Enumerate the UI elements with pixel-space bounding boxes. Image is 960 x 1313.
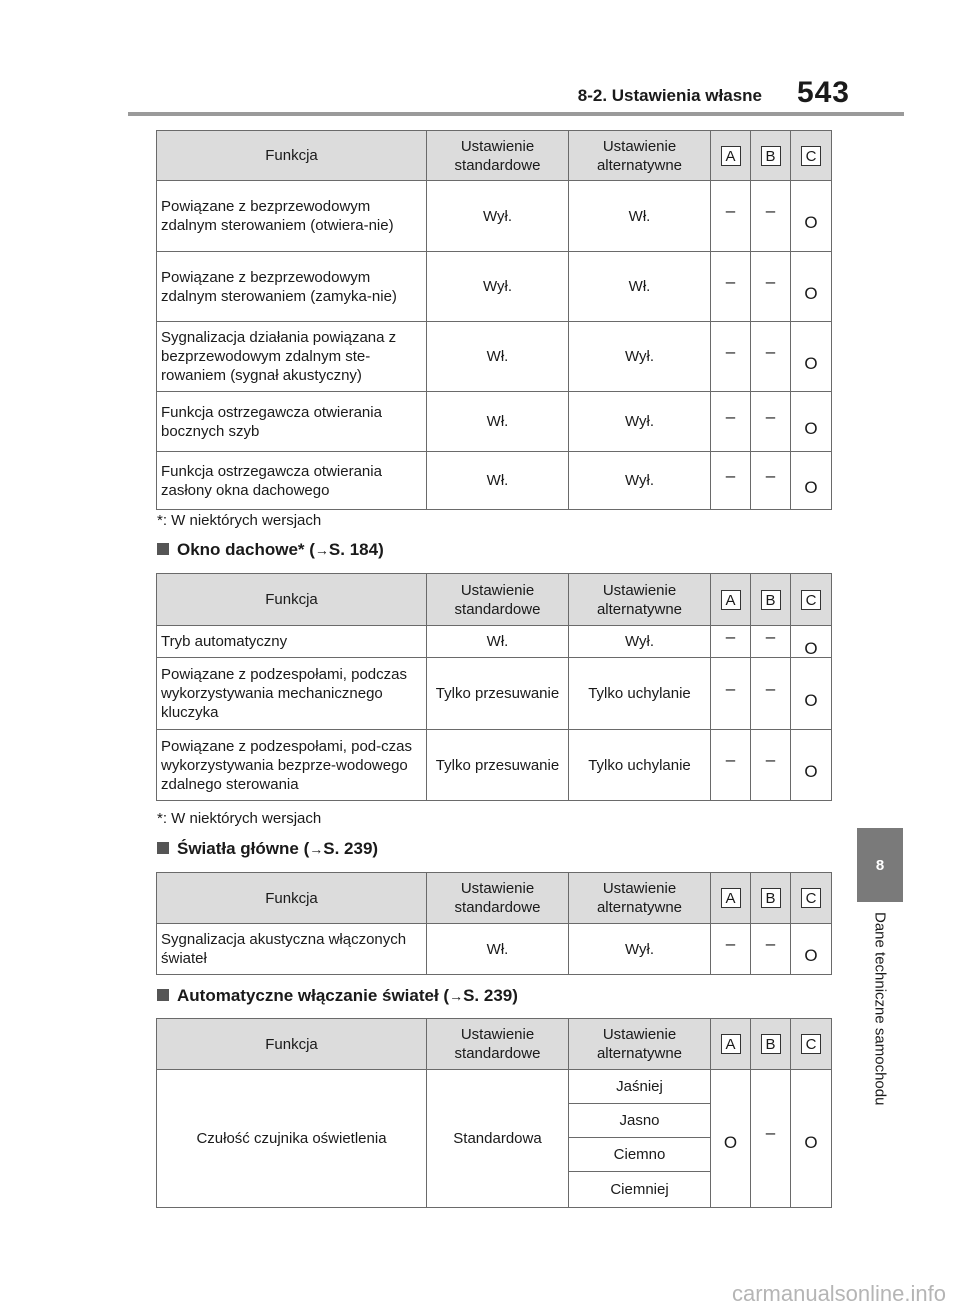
cell-c [791, 730, 832, 801]
table-row [157, 730, 832, 801]
cell-function: Czułość czujnika oświetlenia [157, 1070, 427, 1208]
settings-table-3 [156, 872, 832, 975]
col-header-alternative: Ustawienie alternatywne [569, 574, 711, 626]
dash-b: – [765, 750, 776, 769]
dash-a: – [725, 271, 736, 291]
dash-a: – [725, 934, 736, 953]
col-header-a [711, 873, 751, 924]
dash-b: – [765, 465, 776, 485]
cell-alternative: Wł. [569, 252, 711, 322]
badge-b: B [761, 1034, 781, 1054]
cell-default: Wł. [427, 452, 569, 510]
dash-a: – [725, 750, 736, 769]
cell-c [791, 658, 832, 730]
section-heading-headlights [157, 839, 378, 859]
cell-b [751, 392, 791, 452]
circle-c: O [804, 638, 818, 658]
table-header-row [157, 574, 832, 626]
cell-a [711, 626, 751, 658]
cell-b [751, 658, 791, 730]
cell-function: Powiązane z podzespołami, pod-czas wykorzystywania bezprze-wodowego zdalnego sterowania [157, 730, 427, 801]
dash-a: – [725, 626, 736, 646]
cell-a [711, 924, 751, 975]
col-header-a [711, 574, 751, 626]
col-header-c [791, 131, 832, 181]
cell-c [791, 181, 832, 252]
section-page-ref: S. 184) [328, 540, 384, 559]
badge-b: B [761, 590, 781, 610]
table-row [157, 181, 832, 252]
cell-c [791, 392, 832, 452]
bullet-square-icon [157, 842, 169, 854]
col-header-default: Ustawienie standardowe [427, 574, 569, 626]
dash-b: – [765, 934, 776, 953]
cell-a [711, 392, 751, 452]
page-number: 543 [796, 76, 850, 109]
circle-c: O [804, 353, 818, 373]
col-header-a [711, 1019, 751, 1070]
cell-b [751, 452, 791, 510]
dash-b: – [765, 201, 776, 220]
circle-c: O [804, 946, 818, 965]
cell-b [751, 1070, 791, 1208]
section-heading-sunroof [157, 540, 384, 560]
col-header-c [791, 873, 832, 924]
col-header-default: Ustawienie standardowe [427, 1019, 569, 1070]
dash-b: – [765, 406, 776, 426]
dash-a: – [725, 406, 736, 426]
cell-alternative: Wył. [569, 924, 711, 975]
cell-function: Powiązane z bezprzewodowym zdalnym sterowaniem (otwiera-nie) [157, 181, 427, 252]
col-header-default: Ustawienie standardowe [427, 873, 569, 924]
table-header-row [157, 873, 832, 924]
col-header-default: Ustawienie standardowe [427, 131, 569, 181]
cell-default: Wł. [427, 322, 569, 392]
dash-b: – [765, 271, 776, 291]
col-header-c [791, 574, 832, 626]
badge-c: C [801, 146, 821, 166]
cell-function: Funkcja ostrzegawcza otwierania zasłony okna dachowego [157, 452, 427, 510]
arrow-right-icon: → [449, 988, 464, 1004]
cell-a [711, 1070, 751, 1208]
circle-a: O [723, 1132, 738, 1152]
cell-b [751, 252, 791, 322]
circle-c: O [804, 1132, 818, 1152]
cell-c [791, 1070, 832, 1208]
badge-a: A [721, 1034, 741, 1054]
table-row [157, 322, 832, 392]
table-row [157, 452, 832, 510]
badge-c: C [801, 888, 821, 908]
cell-c [791, 924, 832, 975]
col-header-b [751, 131, 791, 181]
cell-c [791, 322, 832, 392]
cell-b [751, 730, 791, 801]
table-row [157, 252, 832, 322]
badge-a: A [721, 146, 741, 166]
cell-alternative: Wył. [569, 626, 711, 658]
col-header-b [751, 1019, 791, 1070]
cell-alternative: Jasno [569, 1104, 711, 1138]
cell-a [711, 252, 751, 322]
table-header-row [157, 1019, 832, 1070]
cell-a [711, 181, 751, 252]
cell-alternative: Tylko uchylanie [569, 730, 711, 801]
section-title: 8-2. Ustawienia własne [577, 86, 762, 105]
dash-b: – [765, 678, 776, 698]
dash-b: – [765, 1122, 776, 1142]
cell-function: Powiązane z podzespołami, podczas wykorzystywania mechanicznego kluczyka [157, 658, 427, 730]
table-row [157, 924, 832, 975]
cell-c [791, 252, 832, 322]
cell-alternative: Tylko uchylanie [569, 658, 711, 730]
circle-c: O [804, 762, 818, 781]
circle-c: O [804, 418, 818, 438]
section-heading-text: Automatyczne włączanie świateł ( [177, 986, 450, 1005]
col-header-alternative: Ustawienie alternatywne [569, 131, 711, 181]
dash-a: – [725, 678, 736, 698]
cell-a [711, 658, 751, 730]
section-page-ref: S. 239) [463, 986, 518, 1005]
cell-function: Powiązane z bezprzewodowym zdalnym sterowaniem (zamyka-nie) [157, 252, 427, 322]
cell-alternative: Jaśniej [569, 1070, 711, 1104]
cell-b [751, 626, 791, 658]
circle-c: O [804, 213, 818, 232]
cell-c [791, 452, 832, 510]
table-row [157, 626, 832, 658]
chapter-tab [857, 828, 903, 902]
cell-c [791, 626, 832, 658]
cell-default: Wył. [427, 252, 569, 322]
cell-default: Tylko przesuwanie [427, 658, 569, 730]
chapter-title-vertical [850, 912, 910, 1152]
col-header-function: Funkcja [157, 1019, 427, 1070]
cell-default: Wł. [427, 924, 569, 975]
cell-a [711, 322, 751, 392]
col-header-function: Funkcja [157, 574, 427, 626]
settings-table-2 [156, 573, 832, 801]
cell-a [711, 730, 751, 801]
col-header-function: Funkcja [157, 873, 427, 924]
circle-c: O [804, 477, 818, 497]
badge-c: C [801, 1034, 821, 1054]
cell-function: Sygnalizacja akustyczna włączonych świateł [157, 924, 427, 975]
table-header-row [157, 131, 832, 181]
dash-b: – [765, 626, 776, 646]
cell-a [711, 452, 751, 510]
dash-a: – [725, 341, 736, 361]
cell-alternative: Ciemniej [569, 1172, 711, 1208]
section-heading-text: Okno dachowe* ( [177, 540, 315, 559]
arrow-right-icon: → [314, 542, 329, 558]
section-heading-text: Światła główne ( [177, 839, 310, 858]
badge-b: B [761, 146, 781, 166]
cell-default: Wł. [427, 626, 569, 658]
cell-b [751, 181, 791, 252]
cell-default: Wył. [427, 181, 569, 252]
cell-b [751, 322, 791, 392]
table-row [157, 1070, 832, 1104]
footnote: *: W niektórych wersjach [157, 512, 322, 529]
circle-c: O [804, 690, 818, 710]
cell-function: Tryb automatyczny [157, 626, 427, 658]
cell-function: Funkcja ostrzegawcza otwierania bocznych szyb [157, 392, 427, 452]
circle-c: O [804, 283, 818, 303]
cell-default: Standardowa [427, 1070, 569, 1208]
col-header-b [751, 574, 791, 626]
badge-a: A [721, 590, 741, 610]
cell-function: Sygnalizacja działania powiązana z bezprzewodowym zdalnym ste-rowaniem (sygnał akustyczny) [157, 322, 427, 392]
settings-table-1 [156, 130, 832, 510]
cell-default: Tylko przesuwanie [427, 730, 569, 801]
dash-a: – [725, 465, 736, 485]
col-header-c [791, 1019, 832, 1070]
bullet-square-icon [157, 989, 169, 1001]
cell-alternative: Ciemno [569, 1138, 711, 1172]
cell-alternative: Wył. [569, 452, 711, 510]
col-header-alternative: Ustawienie alternatywne [569, 1019, 711, 1070]
cell-default: Wł. [427, 392, 569, 452]
footnote: *: W niektórych wersjach [157, 810, 322, 827]
col-header-function: Funkcja [157, 131, 427, 181]
header-divider [128, 112, 904, 116]
table-row [157, 392, 832, 452]
section-heading-auto-lights [157, 986, 518, 1006]
table-row [157, 658, 832, 730]
dash-b: – [765, 341, 776, 361]
badge-b: B [761, 888, 781, 908]
watermark: carmanualsonline.info [731, 1281, 946, 1306]
section-page-ref: S. 239) [323, 839, 379, 858]
cell-alternative: Wył. [569, 392, 711, 452]
cell-b [751, 924, 791, 975]
bullet-square-icon [157, 543, 169, 555]
col-header-a [711, 131, 751, 181]
chapter-number: 8 [875, 856, 885, 874]
dash-a: – [725, 201, 736, 220]
col-header-alternative: Ustawienie alternatywne [569, 873, 711, 924]
chapter-title: Dane techniczne samochodu [871, 912, 889, 1106]
col-header-b [751, 873, 791, 924]
arrow-right-icon: → [309, 841, 324, 857]
badge-a: A [721, 888, 741, 908]
settings-table-4 [156, 1018, 832, 1208]
page-header [0, 72, 902, 112]
badge-c: C [801, 590, 821, 610]
cell-alternative: Wył. [569, 322, 711, 392]
cell-alternative: Wł. [569, 181, 711, 252]
